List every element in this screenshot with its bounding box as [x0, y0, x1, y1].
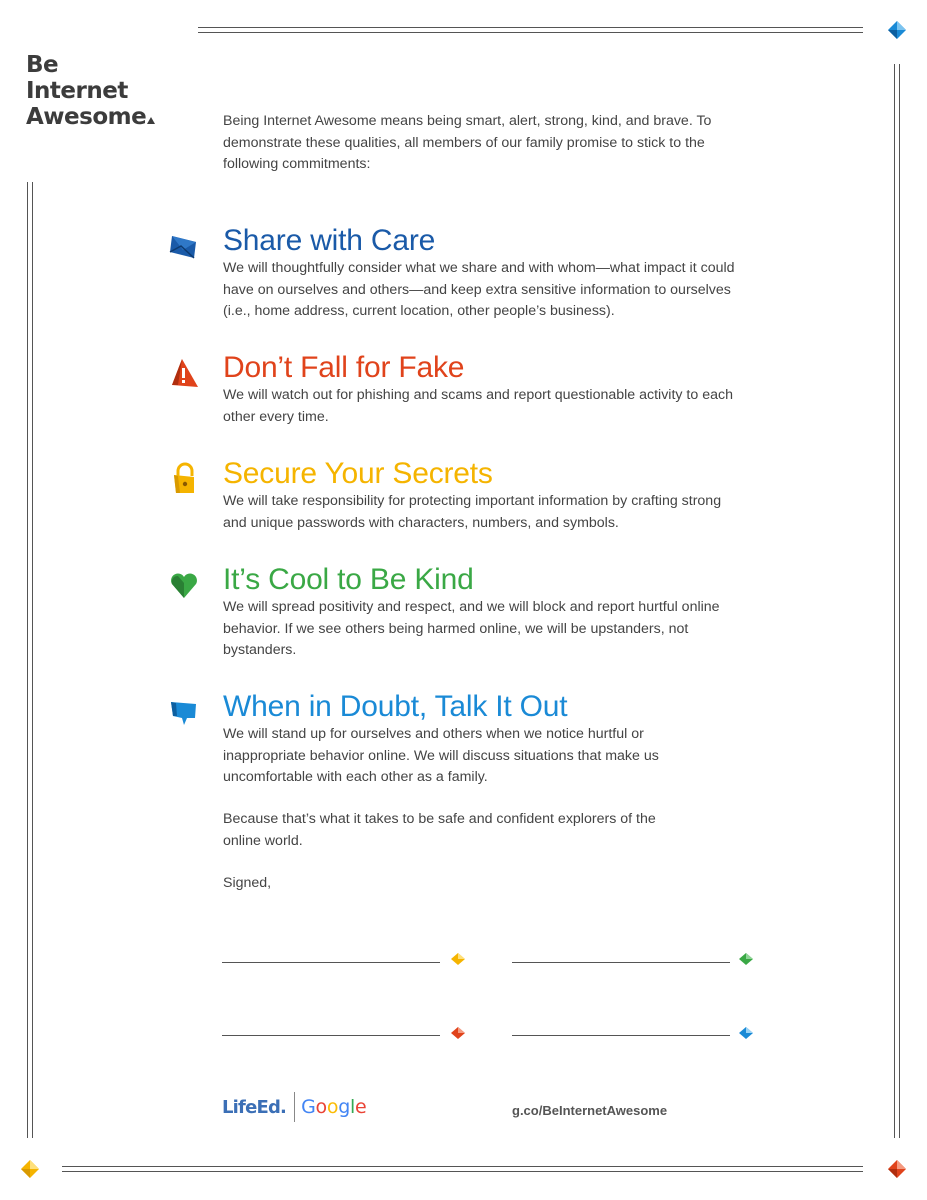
gem-red-icon: [450, 1026, 466, 1040]
gem-blue-icon: [738, 1026, 754, 1040]
footer-logos: [222, 1092, 366, 1122]
footer-url[interactable]: g.co/BeInternetAwesome: [512, 1103, 668, 1118]
section-body: We will watch out for phishing and scams and report questionable activity to each other every time.: [223, 387, 733, 425]
section-share-with-care: [223, 224, 743, 323]
lock-icon: [168, 461, 200, 495]
section-body: We will take responsibility for protecting important information by crafting strong and unique passwords with characters, numbers, and symbols.: [223, 493, 722, 531]
frame-top-line-1: [198, 27, 863, 28]
section-body: We will thoughtfully consider what we share and with whom—what impact it could have on ourselves and others—and keep extra sensitive information to ourselves (i.e., home address, current location, other people’s business).: [223, 260, 735, 319]
google-logo: Google: [301, 1096, 367, 1118]
envelope-icon: [168, 228, 200, 262]
section-title: Share with Care: [223, 224, 436, 257]
section-secure-your-secrets: [223, 457, 743, 534]
frame-right-line-1: [894, 64, 895, 1138]
intro-paragraph: Being Internet Awesome means being smart, alert, strong, kind, and brave. To demonstrate these qualities, all members of our family promise to stick to the following commitments:: [223, 113, 712, 172]
gem-green-icon: [738, 952, 754, 966]
logo-triangle-icon: [147, 117, 155, 124]
be-internet-awesome-logo: [26, 52, 155, 130]
frame-bottom-line-2: [62, 1171, 863, 1172]
speech-bubble-icon: [168, 694, 200, 728]
signature-line-3[interactable]: [222, 1035, 440, 1036]
logo-line-2: Internet: [26, 78, 128, 104]
signature-line-1[interactable]: [222, 962, 440, 963]
logo-line-1: Be: [26, 52, 59, 78]
gem-yellow-icon: [450, 952, 466, 966]
warning-icon: [168, 355, 200, 389]
signed-label: Signed,: [223, 875, 272, 891]
frame-right-line-2: [899, 64, 900, 1138]
signature-line-2[interactable]: [512, 962, 730, 963]
corner-gem-yellow-icon: [20, 1159, 40, 1179]
corner-gem-blue-icon: [887, 20, 907, 40]
section-body: We will stand up for ourselves and others when we notice hurtful or inappropriate behavior online. We will discuss situations that make us uncomfortable with each other as a family.: [223, 726, 659, 785]
corner-gem-red-icon: [887, 1159, 907, 1179]
signature-line-4[interactable]: [512, 1035, 730, 1036]
heart-icon: [168, 567, 200, 601]
logo-line-3: Awesome: [26, 104, 147, 130]
section-title: When in Doubt, Talk It Out: [223, 690, 568, 723]
section-body: We will spread positivity and respect, and we will block and report hurtful online behavior. If we see others being harmed online, we will be upstanders, not bystanders.: [223, 599, 720, 658]
section-title: It’s Cool to Be Kind: [223, 563, 474, 596]
section-dont-fall-for-fake: [223, 351, 743, 428]
section-cool-to-be-kind: [223, 563, 743, 662]
lifeed-logo: LifeEd.: [222, 1096, 287, 1118]
frame-top-line-2: [198, 32, 863, 33]
section-title: Secure Your Secrets: [223, 457, 493, 490]
section-when-in-doubt: [223, 690, 683, 789]
frame-left-line-2: [32, 182, 33, 1138]
closing-paragraph: Because that’s what it takes to be safe and confident explorers of the online world.: [223, 811, 656, 849]
frame-bottom-line-1: [62, 1166, 863, 1167]
frame-left-line-1: [27, 182, 28, 1138]
section-title: Don’t Fall for Fake: [223, 351, 465, 384]
logo-divider: [294, 1092, 295, 1122]
